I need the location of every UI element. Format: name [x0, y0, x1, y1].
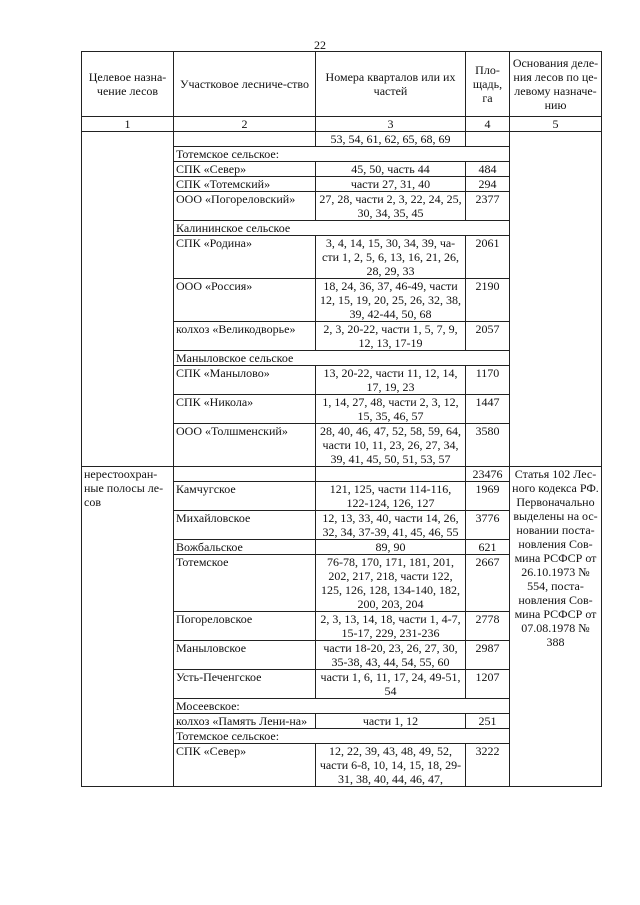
header-area: Пло-щадь, га: [466, 52, 510, 117]
header-quarters: Номера кварталов или их частей: [316, 52, 466, 117]
district-cell: Усть-Печенгское: [174, 670, 316, 699]
district-cell: СПК «Север»: [174, 744, 316, 787]
area-cell: 1170: [466, 366, 510, 395]
district-cell: СПК «Тотемский»: [174, 177, 316, 192]
district-cell: колхоз «Великодворье»: [174, 322, 316, 351]
total-area: 23476: [466, 467, 510, 482]
area-cell: 1969: [466, 482, 510, 511]
area-cell: 2778: [466, 612, 510, 641]
subheader-label: Калининское сельское: [174, 221, 510, 236]
area-cell: 2061: [466, 236, 510, 279]
area-cell: 3222: [466, 744, 510, 787]
section-total-row: [82, 467, 602, 482]
quarters-cell: 1, 14, 27, 48, части 2, 3, 12, 15, 35, 46, 57: [316, 395, 466, 424]
area-cell: [466, 132, 510, 147]
area-cell: 2987: [466, 641, 510, 670]
forest-purpose-table: [81, 51, 602, 787]
quarters-cell: 45, 50, часть 44: [316, 162, 466, 177]
column-number: 1: [82, 117, 174, 132]
district-cell: Тотемское: [174, 555, 316, 612]
district-cell: [174, 132, 316, 147]
district-cell: колхоз «Память Лени-на»: [174, 714, 316, 729]
header-row: [82, 52, 602, 117]
purpose-cell: нерестоохран-ные полосы ле-сов: [82, 467, 174, 787]
area-cell: 1207: [466, 670, 510, 699]
column-number: 2: [174, 117, 316, 132]
column-number: 5: [510, 117, 602, 132]
basis-cell: [510, 132, 602, 467]
column-number: 4: [466, 117, 510, 132]
area-cell: 2190: [466, 279, 510, 322]
district-cell: Камчугское: [174, 482, 316, 511]
quarters-cell: 18, 24, 36, 37, 46-49, части 12, 15, 19, 20, 25, 26, 32, 38, 39, 42-44, 50, 68: [316, 279, 466, 322]
area-cell: 2377: [466, 192, 510, 221]
area-cell: 621: [466, 540, 510, 555]
quarters-cell: 2, 3, 20-22, части 1, 5, 7, 9, 12, 13, 17-19: [316, 322, 466, 351]
quarters-cell: 28, 40, 46, 47, 52, 58, 59, 64, части 10, 11, 23, 26, 27, 34, 39, 41, 45, 50, 51, 53, 57: [316, 424, 466, 467]
area-cell: 294: [466, 177, 510, 192]
quarters-cell: 12, 22, 39, 43, 48, 49, 52, части 6-8, 10, 14, 15, 18, 29-31, 38, 40, 44, 46, 47,: [316, 744, 466, 787]
subheader-label: Тотемское сельское:: [174, 729, 510, 744]
quarters-cell: 89, 90: [316, 540, 466, 555]
subheader-label: Маныловское сельское: [174, 351, 510, 366]
district-cell: СПК «Никола»: [174, 395, 316, 424]
quarters-cell: 121, 125, части 114-116, 122-124, 126, 127: [316, 482, 466, 511]
quarters-cell: части 18-20, 23, 26, 27, 30, 35-38, 43, 44, 54, 55, 60: [316, 641, 466, 670]
quarters-cell: 3, 4, 14, 15, 30, 34, 39, ча-сти 1, 2, 5, 6, 13, 16, 21, 26, 28, 29, 33: [316, 236, 466, 279]
quarters-cell: 13, 20-22, части 11, 12, 14, 17, 19, 23: [316, 366, 466, 395]
quarters-cell: 2, 3, 13, 14, 18, части 1, 4-7, 15-17, 229, 231-236: [316, 612, 466, 641]
district-cell: СПК «Север»: [174, 162, 316, 177]
area-cell: 484: [466, 162, 510, 177]
column-number-row: [82, 117, 602, 132]
subheader-label: Тотемское сельское:: [174, 147, 510, 162]
column-number: 3: [316, 117, 466, 132]
district-cell: СПК «Родина»: [174, 236, 316, 279]
area-cell: 1447: [466, 395, 510, 424]
area-cell: 3580: [466, 424, 510, 467]
quarters-cell: 76-78, 170, 171, 181, 201, 202, 217, 218, части 122, 125, 126, 128, 134-140, 182, 200, 203, 204: [316, 555, 466, 612]
page-number: 22: [314, 38, 326, 52]
district-cell: Михайловское: [174, 511, 316, 540]
header-purpose: Целевое назна-чение лесов: [82, 52, 174, 117]
purpose-cell: [82, 132, 174, 467]
district-cell: ООО «Погореловский»: [174, 192, 316, 221]
header-district: Участковое лесниче-ство: [174, 52, 316, 117]
district-cell: Маныловское: [174, 641, 316, 670]
header-basis: Основания деле-ния лесов по це-левому назначе-нию: [510, 52, 602, 117]
district-cell: ООО «Толшменский»: [174, 424, 316, 467]
table-row: [82, 132, 602, 147]
area-cell: 2057: [466, 322, 510, 351]
area-cell: 3776: [466, 511, 510, 540]
area-cell: 2667: [466, 555, 510, 612]
quarters-cell: части 1, 6, 11, 17, 24, 49-51, 54: [316, 670, 466, 699]
quarters-cell: 53, 54, 61, 62, 65, 68, 69: [316, 132, 466, 147]
subheader-label: Мосеевское:: [174, 699, 510, 714]
quarters-cell: 12, 13, 33, 40, части 14, 26, 32, 34, 37-39, 41, 45, 46, 55: [316, 511, 466, 540]
district-cell: Погореловское: [174, 612, 316, 641]
quarters-cell: части 1, 12: [316, 714, 466, 729]
district-cell: Вожбальское: [174, 540, 316, 555]
district-cell: [174, 467, 316, 482]
quarters-cell: [316, 467, 466, 482]
area-cell: 251: [466, 714, 510, 729]
quarters-cell: части 27, 31, 40: [316, 177, 466, 192]
district-cell: СПК «Манылово»: [174, 366, 316, 395]
basis-cell: Статья 102 Лес-ного кодекса РФ. Первоначально выделены на ос-новании поста-новления Сов-мина РСФСР от 26.10.1973 № 554, поста-новления Сов-мина РСФСР от 07.08.1978 № 388: [510, 467, 602, 787]
district-cell: ООО «Россия»: [174, 279, 316, 322]
quarters-cell: 27, 28, части 2, 3, 22, 24, 25, 30, 34, 35, 45: [316, 192, 466, 221]
